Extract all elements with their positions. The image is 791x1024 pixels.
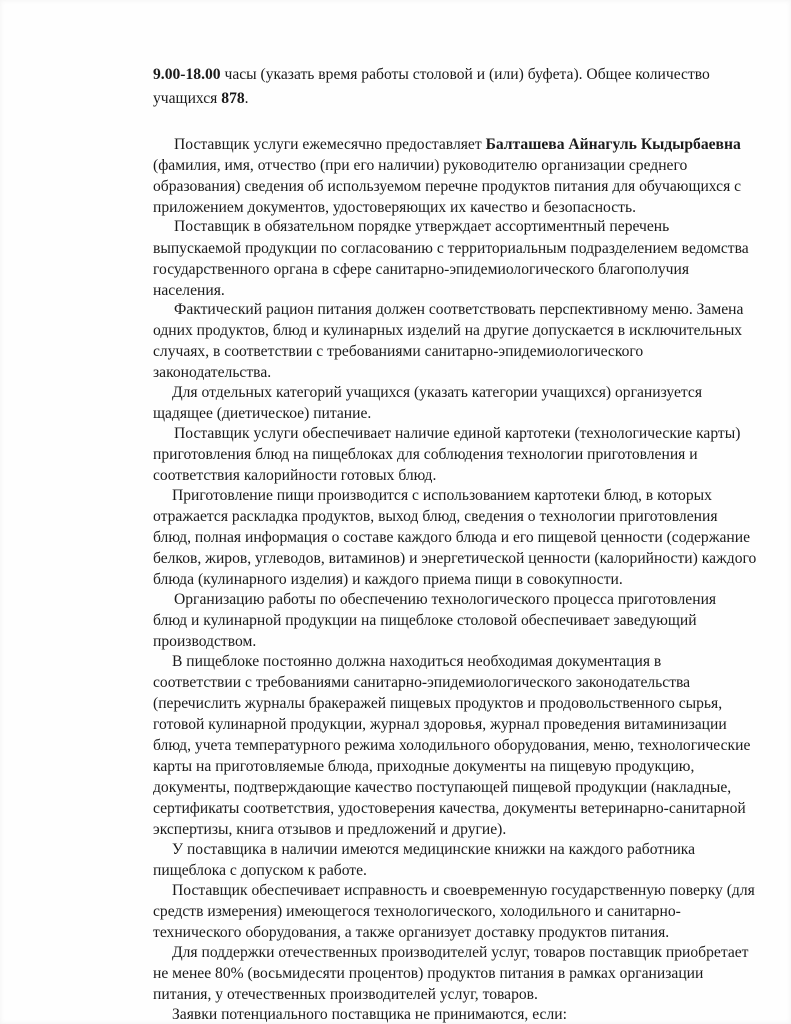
text-segment: карты на приготовляемые блюда, приходные документы на пищевую продукцию, [153,758,695,775]
text-segment: документы, подтверждающие качество поступающей пищевой продукции (накладные, [153,779,732,796]
text-segment: государственного органа в сфере санитарно-эпидемиологического благополучия [153,261,690,278]
text-line [153,633,256,651]
text-line [153,965,703,983]
text-line [153,529,750,547]
text-segment: Организацию работы по обеспечению технологического процесса приготовления [174,591,717,608]
bold-text-segment: 9.00-18.00 [153,66,221,83]
text-line [153,405,371,423]
text-segment: приложением документов, удостоверяющих их качество и безопасность. [153,199,636,216]
text-line [153,343,643,361]
text-segment: производством. [153,633,257,650]
text-line [172,841,695,859]
text-line [153,322,742,340]
text-segment: питания, у отечественных производителей услуг, товаров. [153,986,538,1003]
text-segment: учащихся [153,90,222,107]
text-line [153,199,636,217]
text-segment: Для отдельных категорий учащихся (указать категории учащихся) организуется [172,384,703,401]
text-line [153,758,694,776]
text-line [153,90,249,108]
text-segment: У поставщика в наличии имеются медицинские книжки на каждого работника [172,841,696,858]
text-line [153,261,689,279]
text-segment: соответствия калорийности готовых блюд. [153,467,437,484]
text-segment: Для поддержки отечественных производителей услуг, товаров поставщик приобретает [172,944,749,961]
text-line [153,821,506,839]
text-segment: приготовления блюд на пищеблоках для соблюдения технологии приготовления и [153,446,698,463]
text-line [172,1006,567,1024]
text-line [153,446,698,464]
text-line [153,66,710,84]
text-line [153,467,436,485]
text-line [153,800,746,818]
text-segment: блюда (кулинарного изделия) и каждого приема пищи в совокупности. [153,571,623,588]
text-segment: (перечислить журналы бракеражей пищевых продуктов и продовольственного сырья, [153,695,723,712]
text-line [153,716,727,734]
text-segment: образования) сведения об используемом перечне продуктов питания для обучающихся с [153,178,742,195]
text-segment: блюд и кулинарной продукции на пищеблоке столовой обеспечивает заведующий [153,612,697,629]
text-segment: блюд, полная информация о составе каждого блюда и его пищевой ценности (содержание [153,529,751,546]
text-segment: блюд, учета температурного режима холодильного оборудования, меню, технологические [153,737,751,754]
text-segment: щадящее (диетическое) питание. [153,405,372,422]
text-segment: одних продуктов, блюд и кулинарных изделий на другие допускается в исключительных [153,322,743,339]
text-segment: белков, жиров, углеводов, витаминов) и энергетической ценности (калорийности) каждого [153,550,757,567]
text-line [153,779,731,797]
text-segment: технического оборудования, а также организует доставку продуктов питания. [153,924,670,941]
text-segment: готовой кулинарной продукции, журнал здоровья, журнал проведения витаминизации [153,716,727,733]
bold-text-segment: Балташева Айнагуль Кыдырбаевна [485,136,741,153]
text-line [153,364,271,382]
text-line [174,301,743,319]
text-segment: выпускаемой продукции по согласованию с территориальным подразделением ведомства [153,240,749,257]
text-segment: Приготовление пищи производится с использованием картотеки блюд, в которых [172,487,712,504]
text-segment: отражается раскладка продуктов, выход блюд, сведения о технологии приготовления [153,508,718,525]
text-segment: Поставщик в обязательном порядке утверждает ассортиментный перечень [174,218,670,235]
text-segment: населения. [153,282,225,299]
text-line [174,425,740,443]
text-line [153,674,690,692]
text-line [172,487,712,505]
text-line [153,571,623,589]
text-segment: законодательства. [153,364,272,381]
text-segment: Поставщик услуги ежемесячно предоставляет [174,136,486,153]
text-line [153,862,367,880]
text-segment: В пищеблоке постоянно должна находиться необходимая документация в [172,653,662,670]
text-line [153,178,741,196]
text-segment: не менее 80% (восьмидесяти процентов) продуктов питания в рамках организации [153,965,704,982]
text-segment: Поставщик обеспечивает исправность и своевременную государственную поверку (для [172,882,755,899]
text-line [153,903,681,921]
text-line [153,508,718,526]
text-line [174,218,669,236]
text-line [153,240,749,258]
bold-text-segment: 878 [221,90,245,107]
text-segment: сертификаты соответствия, удостоверения качества, документы ветеринарно-санитарной [153,800,746,817]
text-line [174,136,741,154]
text-line [153,612,697,630]
text-segment: Заявки потенциального поставщика не принимаются, если: [172,1006,567,1023]
text-segment: пищеблока с допуском к работе. [153,862,367,879]
text-segment: случаях, в соответствии с требованиями санитарно-эпидемиологического [153,343,644,360]
text-line [172,882,755,900]
text-line [172,653,661,671]
text-line [153,157,687,175]
text-segment: (фамилия, имя, отчество (при его наличии) руководителю организации среднего [153,157,688,174]
text-segment: часы (указать время работы столовой и (или) буфета). Общее количество [220,66,710,83]
text-segment: . [244,90,249,107]
text-line [172,384,702,402]
text-segment: средств измерения) имеющегося технологического, холодильного и санитарно- [153,903,681,920]
text-segment: Фактический рацион питания должен соответствовать перспективному меню. Замена [174,301,744,318]
text-segment: Поставщик услуги обеспечивает наличие единой картотеки (технологические карты) [174,425,741,442]
text-line [153,924,669,942]
text-line [153,737,750,755]
text-line [172,944,749,962]
text-line [153,695,722,713]
text-segment: экспертизы, книга отзывов и предложений и другие). [153,821,507,838]
text-line [153,282,225,300]
text-line [174,591,716,609]
text-line [153,550,756,568]
text-segment: соответствии с требованиями санитарно-эпидемиологического законодательства [153,674,691,691]
text-line [153,986,538,1004]
